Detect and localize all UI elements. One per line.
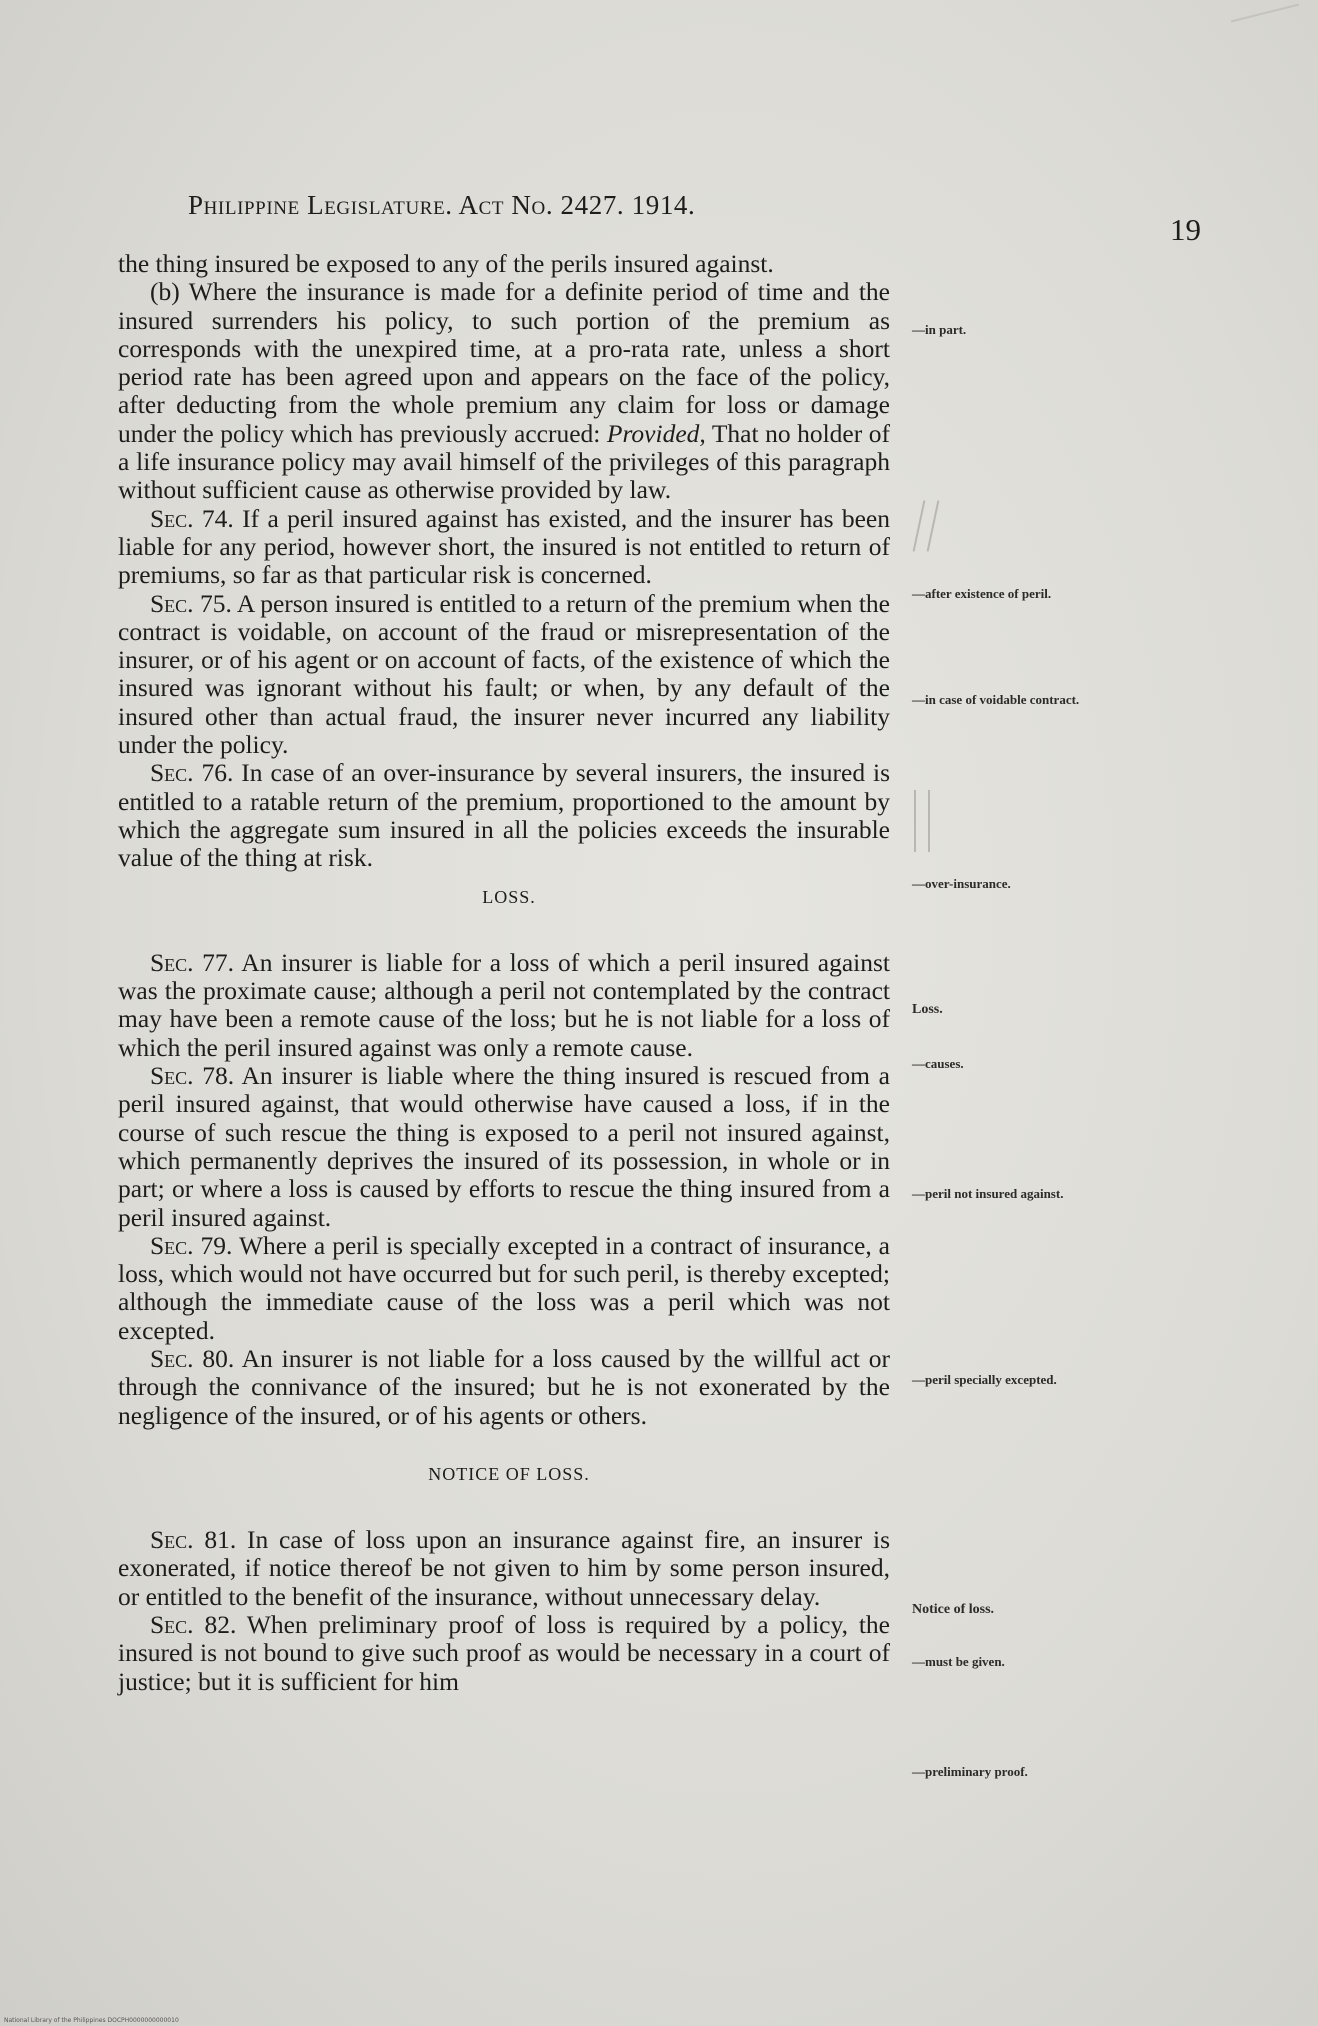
section-79: Sec. 79. Where a peril is specially excepted in a contract of insurance, a loss, which would not have occurred but for such peril, is thereby excepted; although the immediate cause of the loss was a peril which was not excepted. [118,1230,890,1345]
margin-note-peril-not-insured: —peril not insured against. [912,1186,1064,1201]
running-header: Philippine Legislature. Act No. 2427. 1914. [188,190,696,220]
pencil-mark [914,790,916,852]
margin-note-causes: —causes. [912,1056,964,1071]
paragraph-b: (b) Where the insurance is made for a definite period of time and the insured surrenders his policy, to such portion of the premium as corresponds with the unexpired time, at a pro-rata rate, unless a short period rate has been agreed upon and appears on the face of the policy, after deducting from the whole premium any claim for loss or damage under the policy which has previously accrued: Provided, That no holder of a life insurance policy may avail himself of the privileges of this paragraph without sufficient cause as otherwise provided by law. [118,277,890,505]
pencil-mark [928,790,930,852]
margin-heading-notice: Notice of loss. [912,1602,995,1617]
section-80: Sec. 80. An insurer is not liable for a loss caused by the willful act or through the connivance of the insured; but he is not exonerated by the negligence of the insured, or of his agents or others. [118,1343,891,1430]
scan-footer: National Library of the Philippines DOCPH0000000000010 [4,2017,179,2024]
section-81: Sec. 81. In case of loss upon an insurance against fire, an insurer is exonerated, if notice thereof be not given to him by some person insured, or entitled to the benefit of the insurance, without unnecessary delay. [118,1525,890,1611]
heading-notice-of-loss: NOTICE OF LOSS. [428,1463,590,1484]
margin-note-in-part: —in part. [912,322,967,337]
paragraph-continuation: the thing insured be exposed to any of the perils insured against. [118,249,774,278]
section-76: Sec. 76. In case of an over-insurance by several insurers, the insured is entitled to a ratable return of the premium, proportioned to the amount by which the aggregate sum insured in all the policies exceeds the insurable value of the thing at risk. [118,758,890,873]
margin-heading-loss: Loss. [912,1002,943,1017]
margin-note-must-be-given: —must be given. [912,1654,1005,1669]
section-74: Sec. 74. If a peril insured against has existed, and the insurer has been liable for any period, however short, the insured is not entitled to return of premiums, so far as that particular risk is concerned. [118,503,890,590]
section-78: Sec. 78. An insurer is liable where the thing insured is rescued from a peril insured against, that would otherwise have caused a loss, if in the course of such rescue the thing is exposed to a peril not insured against, which permanently deprives the insured of its possession, in whole or in part; or where a loss is caused by efforts to rescue the thing insured from a peril insured against. [118,1061,891,1232]
heading-loss: LOSS. [482,886,536,907]
body-text [118,250,890,1696]
section-82: Sec. 82. When preliminary proof of loss is required by a policy, the insured is not bound to give such proof as would be necessary in a court of justice; but it is sufficient for him [118,1610,890,1696]
pencil-mark [913,500,926,551]
section-77: Sec. 77. An insurer is liable for a loss of which a peril insured against was the proximate cause; although a peril not contemplated by the contract may have been a remote cause of the loss; but he is not liable for a loss of which the peril insured against was only a remote cause. [118,947,890,1062]
pencil-mark [927,500,940,551]
margin-note-voidable: —in case of voidable contract. [912,692,1080,707]
page-number: 19 [1170,212,1201,247]
section-75: Sec. 75. A person insured is entitled to a return of the premium when the contract is voidable, on account of the fraud or misrepresentation of the insurer, or of his agent or on account of facts, of the existence of which the insured was ignorant without his fault; or when, by any default of the insured other than actual fraud, the insurer never incurred any liability under the policy. [118,588,890,760]
margin-note-preliminary-proof: —preliminary proof. [912,1764,1028,1779]
margin-note-over-insurance: —over-insurance. [912,876,1011,891]
margin-note-after-existence: —after existence of peril. [912,586,1052,601]
scan-mark [1231,4,1299,23]
margin-note-peril-excepted: —peril specially excepted. [912,1372,1057,1387]
